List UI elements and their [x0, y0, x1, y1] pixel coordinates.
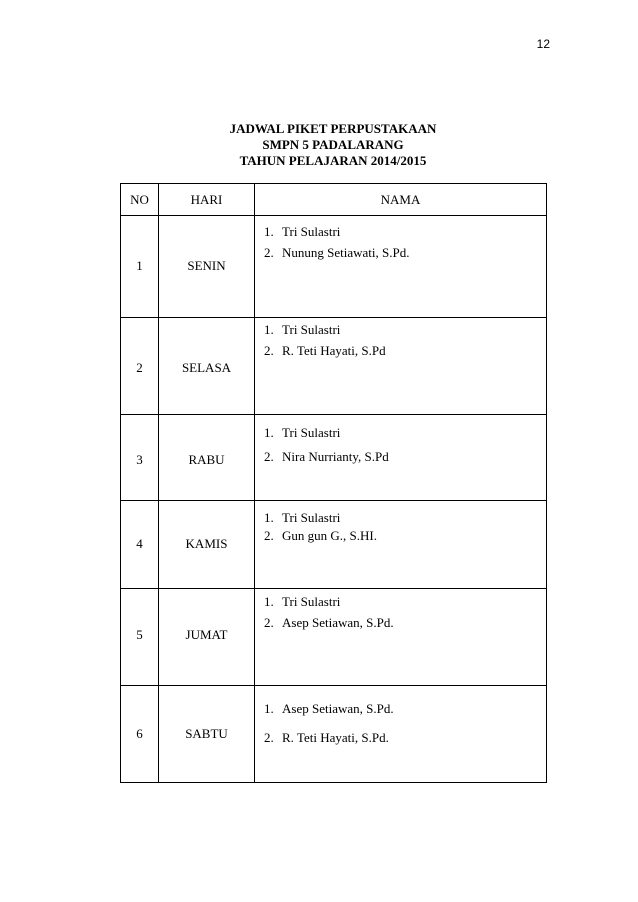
list-item: 1. Asep Setiawan, S.Pd.	[264, 701, 394, 716]
row-number: 6	[136, 726, 143, 741]
day-label: JUMAT	[185, 627, 228, 642]
title-line-1: JADWAL PIKET PERPUSTAKAAN	[229, 121, 437, 136]
names-cell	[255, 501, 547, 589]
list-item: 2. Asep Setiawan, S.Pd.	[264, 615, 394, 630]
name-list	[264, 425, 542, 465]
day-cell	[159, 501, 255, 589]
name-list	[264, 322, 542, 359]
day-label: SENIN	[187, 258, 226, 273]
page-number: 12	[536, 37, 550, 51]
list-item: 2. Gun gun G., S.HI.	[264, 528, 377, 543]
day-cell	[159, 216, 255, 318]
list-item: 2. R. Teti Hayati, S.Pd	[264, 343, 386, 358]
table-row	[121, 501, 547, 589]
table-row	[121, 589, 547, 686]
day-label: RABU	[188, 452, 225, 467]
person-name: Nira Nurrianty, S.Pd	[282, 449, 389, 464]
day-cell	[159, 415, 255, 501]
row-number-cell	[121, 216, 159, 318]
names-cell	[255, 216, 547, 318]
row-number: 3	[136, 452, 143, 467]
list-item: 1. Tri Sulastri	[264, 594, 341, 609]
list-item: 2. R. Teti Hayati, S.Pd.	[264, 730, 389, 745]
names-cell	[255, 415, 547, 501]
name-list	[264, 701, 542, 746]
person-name: Tri Sulastri	[282, 322, 341, 337]
day-cell	[159, 589, 255, 686]
person-name: Tri Sulastri	[282, 510, 341, 525]
row-number-cell	[121, 686, 159, 783]
person-name: R. Teti Hayati, S.Pd.	[282, 730, 389, 745]
day-cell	[159, 318, 255, 415]
document-title	[120, 121, 546, 169]
person-name: Tri Sulastri	[282, 425, 341, 440]
names-cell	[255, 589, 547, 686]
table-row	[121, 686, 547, 783]
table-header-row	[121, 184, 547, 216]
person-name: R. Teti Hayati, S.Pd	[282, 343, 386, 358]
table-row	[121, 318, 547, 415]
header-hari: HARI	[159, 184, 255, 216]
day-label: SELASA	[181, 360, 232, 375]
list-item: 1. Tri Sulastri	[264, 425, 341, 440]
person-name: Asep Setiawan, S.Pd.	[282, 701, 394, 716]
list-item: 2. Nunung Setiawati, S.Pd.	[264, 245, 410, 260]
header-nama: NAMA	[255, 184, 547, 216]
name-list	[264, 224, 542, 261]
row-number: 4	[136, 536, 143, 551]
row-number: 2	[136, 360, 143, 375]
person-name: Gun gun G., S.HI.	[282, 528, 377, 543]
row-number: 1	[136, 258, 143, 273]
names-cell	[255, 686, 547, 783]
title-line-3: TAHUN PELAJARAN 2014/2015	[239, 153, 427, 168]
row-number: 5	[136, 627, 143, 642]
title-line-2: SMPN 5 PADALARANG	[262, 137, 404, 152]
schedule-table	[120, 183, 547, 783]
row-number-cell	[121, 589, 159, 686]
day-cell	[159, 686, 255, 783]
name-list	[264, 510, 542, 544]
list-item: 1. Tri Sulastri	[264, 322, 341, 337]
list-item: 2. Nira Nurrianty, S.Pd	[264, 449, 389, 464]
person-name: Tri Sulastri	[282, 224, 341, 239]
day-label: KAMIS	[185, 536, 228, 551]
table-row	[121, 216, 547, 318]
list-item: 1. Tri Sulastri	[264, 510, 341, 525]
row-number-cell	[121, 318, 159, 415]
row-number-cell	[121, 501, 159, 589]
names-cell	[255, 318, 547, 415]
person-name: Nunung Setiawati, S.Pd.	[282, 245, 410, 260]
name-list	[264, 594, 542, 631]
person-name: Asep Setiawan, S.Pd.	[282, 615, 394, 630]
header-no: NO	[121, 184, 159, 216]
list-item: 1. Tri Sulastri	[264, 224, 341, 239]
person-name: Tri Sulastri	[282, 594, 341, 609]
table-row	[121, 415, 547, 501]
row-number-cell	[121, 415, 159, 501]
day-label: SABTU	[185, 726, 228, 741]
